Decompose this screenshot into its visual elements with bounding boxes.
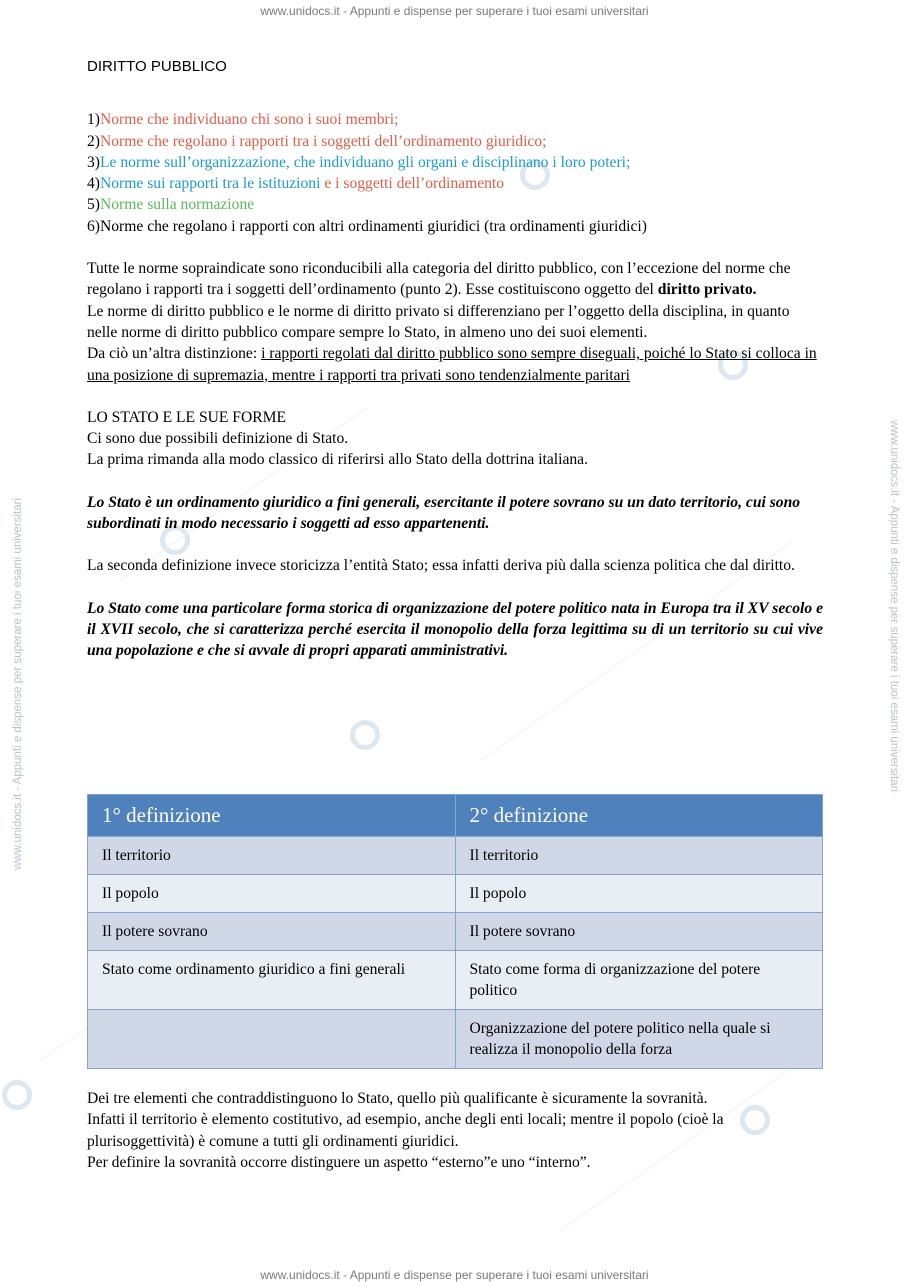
list-item — [87, 152, 823, 173]
list-item — [87, 216, 823, 237]
watermark-logo-icon — [2, 1080, 32, 1110]
list-item — [87, 194, 823, 215]
list-number: 6) — [87, 217, 100, 235]
table-cell: Il territorio — [455, 837, 823, 875]
norme-list — [87, 109, 823, 237]
table-row — [88, 875, 823, 913]
definition-quote: Lo Stato come una particolare forma storica di organizzazione del potere politico nata in Europa tra il XV secolo e il XVII secolo, che si caratterizza perché esercita il monopolio della forza legittima su di un territorio su cui vive una popolazione e che si avvale di propri apparati amministrativi. — [87, 599, 823, 660]
table-cell: Il potere sovrano — [88, 913, 456, 951]
watermark-side-right: www.unidocs.it - Appunti e dispense per superare i tuoi esami universitari — [888, 420, 900, 793]
paragraph: Per definire la sovranità occorre distinguere un aspetto “esterno”e uno “interno”. — [87, 1153, 591, 1171]
paragraph: Da ciò un’altra distinzione: i rapporti regolati dal diritto pubblico sono sempre diseguali, poiché lo Stato si colloca in una posizione di supremazia, mentre i rapporti tra privati sono tendenzialmente paritari — [87, 345, 817, 384]
list-number: 3) — [87, 153, 100, 171]
document-body — [87, 56, 823, 662]
table-row — [88, 913, 823, 951]
watermark-header: www.unidocs.it - Appunti e dispense per superare i tuoi esami universitari — [260, 4, 649, 18]
paragraph: Le norme di diritto pubblico e le norme di diritto privato si differenziano per l’oggetto della disciplina, in quanto nelle norme di diritto pubblico compare sempre lo Stato, in almeno uno dei suoi elementi. — [87, 302, 790, 341]
list-text: Norme che regolano i rapporti tra i soggetti dell’ordinamento giuridico; — [100, 132, 547, 150]
paragraph: Dei tre elementi che contraddistinguono lo Stato, quello più qualificante è sicuramente la sovranità. — [87, 1090, 708, 1107]
paragraph: La seconda definizione invece storicizza l’entità Stato; essa infatti deriva più dalla scienza politica che dal diritto. — [87, 557, 795, 575]
table-header-row — [88, 795, 823, 837]
underlined-text: i rapporti regolati dal diritto pubblico sono sempre diseguali, poiché lo Stato si colloca in una posizione di supremazia, mentre i rapporti tra privati sono tendenzialmente paritari — [87, 345, 817, 384]
table-cell: Il territorio — [88, 837, 456, 875]
list-text: Norme che regolano i rapporti con altri ordinamenti giuridici (tra ordinamenti giuridici) — [100, 217, 647, 235]
paragraph: La prima rimanda alla modo classico di riferirsi allo Stato della dottrina italiana. — [87, 451, 589, 469]
table-header-cell: 2° definizione — [455, 795, 823, 837]
paragraph: Ci sono due possibili definizione di Stato. — [87, 430, 349, 448]
paragraph: Infatti il territorio è elemento costitutivo, ad esempio, anche degli enti locali; mentre il popolo (cioè la plurisoggettività) è comune a tutti gli ordinamenti giuridici. — [87, 1111, 724, 1150]
list-item — [87, 109, 823, 130]
watermark-logo-icon — [350, 720, 380, 750]
table-cell: Organizzazione del potere politico nella quale si realizza il monopolio della forza — [455, 1010, 823, 1069]
section-heading: LO STATO E LE SUE FORME — [87, 408, 287, 426]
table-cell: Il popolo — [88, 875, 456, 913]
list-text: Le norme sull’organizzazione, che individuano gli organi e disciplinano i loro poteri; — [100, 153, 631, 171]
table-row — [88, 837, 823, 875]
watermark-footer: www.unidocs.it - Appunti e dispense per superare i tuoi esami universitari — [260, 1268, 649, 1282]
watermark-side-left: www.unidocs.it - Appunti e dispense per superare i tuoi esami universitari — [12, 497, 24, 870]
page-title: DIRITTO PUBBLICO — [87, 58, 227, 75]
table-row — [88, 951, 823, 1010]
list-item — [87, 131, 823, 152]
table-cell: Stato come forma di organizzazione del potere politico — [455, 951, 823, 1010]
table-row — [88, 1010, 823, 1069]
list-text: e i soggetti dell’ordinamento — [320, 175, 505, 193]
definition-quote: Lo Stato è un ordinamento giuridico a fini generali, esercitante il potere sovrano su un dato territorio, cui sono subordinati in modo necessario i soggetti ad esso appartenenti. — [87, 493, 801, 533]
table-cell: Stato come ordinamento giuridico a fini generali — [88, 951, 456, 1010]
paragraph: Tutte le norme sopraindicate sono riconducibili alla categoria del diritto pubblico, con l’eccezione del norme che regolano i rapporti tra i soggetti dell’ordinamento (punto 2). Esse costituiscono oggetto del diritto privato. — [87, 260, 791, 299]
definitions-table — [87, 794, 823, 1069]
closing-paragraph — [87, 1088, 823, 1173]
list-number: 1) — [87, 111, 100, 129]
bold-term: diritto privato. — [657, 281, 757, 299]
list-item — [87, 173, 823, 194]
list-text: Norme sui rapporti tra le istituzioni — [100, 175, 321, 193]
list-number: 4) — [87, 175, 100, 193]
list-number: 2) — [87, 132, 100, 150]
table-cell — [88, 1010, 456, 1069]
table-header-cell: 1° definizione — [88, 795, 456, 837]
table-cell: Il popolo — [455, 875, 823, 913]
list-text: Norme che individuano chi sono i suoi membri; — [100, 111, 399, 129]
table-cell: Il potere sovrano — [455, 913, 823, 951]
list-text: Norme sulla normazione — [100, 196, 255, 214]
list-number: 5) — [87, 196, 100, 214]
